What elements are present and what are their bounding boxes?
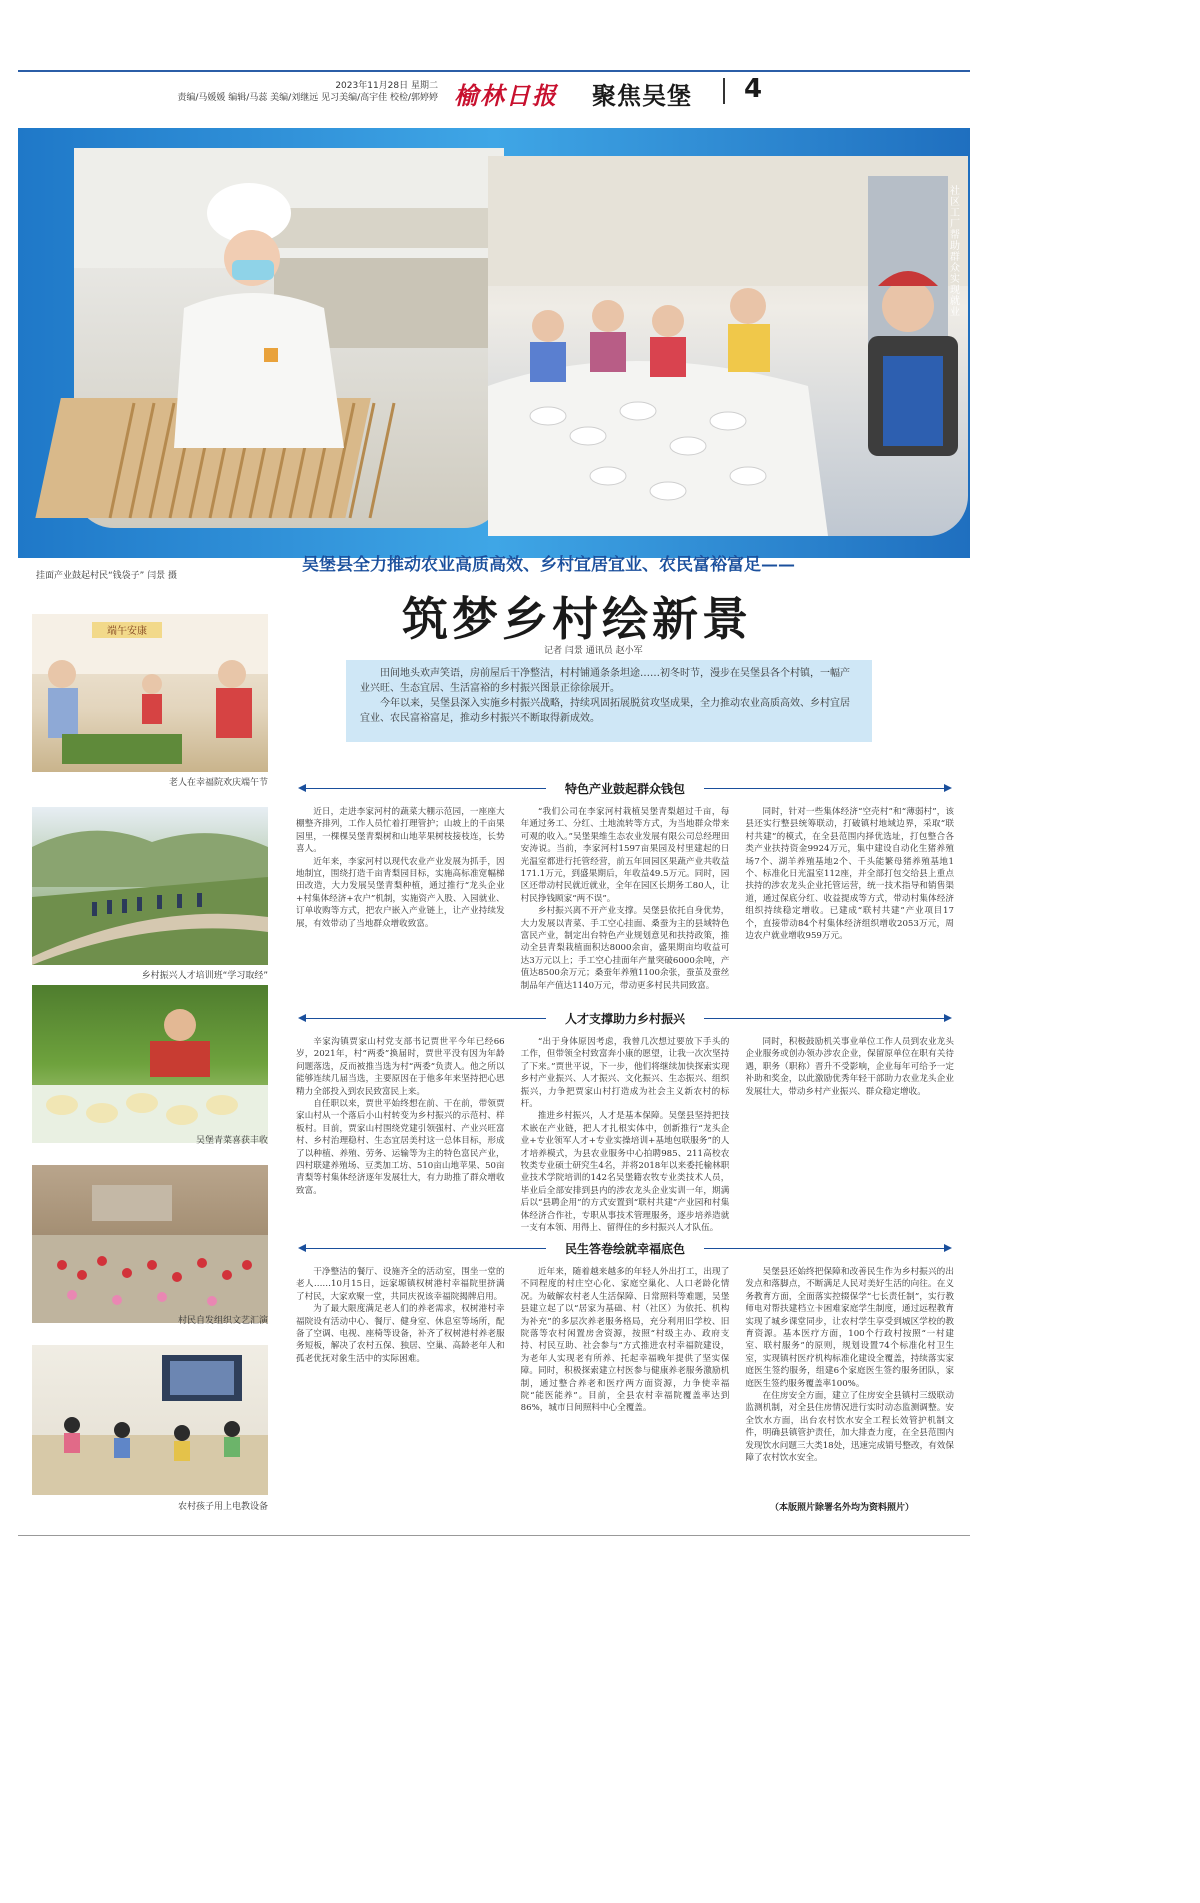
heading-rule	[704, 1248, 944, 1249]
photo-credit-note: （本版照片除署名外均为资料照片）	[770, 1503, 915, 1513]
side-photo-art-performance	[32, 1165, 268, 1323]
divider	[723, 78, 725, 104]
body-paragraph: 推进乡村振兴，人才是基本保障。吴堡县坚持把技术嵌在产业链，把人才扎根实体中，创新推行“龙头企业+专业领军人才+专业实操培训+基地包联服务”的人才培养模式，为县农业服务中心拍聘985、211高校农牧类专业硕士研究生4名，并将2018年以来委托榆林职业技术学院培训的142名吴堡籍农牧专业类技术人员，毕业后全部安排到县内的涉农龙头企业实训一年，期满后以“县聘企用”的方式安置到“联村共建”产业园和村集体经济合作社，专职从事技术管理服务，逐步培养造就一支有本领、用得上、留得住的乡村振兴人才队伍。	[520, 1111, 730, 1234]
noodle-worker-illustration	[74, 148, 504, 528]
headline-overline: 吴堡县全力推动农业高质高效、乡村宜居宜业、农民富裕富足——	[302, 555, 795, 575]
side-photo-classroom	[32, 1345, 268, 1495]
body-paragraph: 近年来，李家河村以现代农业产业发展为抓手，因地制宜，围绕打造千亩青梨园目标，实施高标准宽幅梯田改造，大力发展吴堡青梨种植，通过推行“龙头企业+村集体经济+农户”机制，实施资产入股、入园就业、订单收购等方式，把农户嵌入产业链上，让产业持续发展，有效带动了当地群众增收致富。	[296, 856, 505, 929]
page-number: 4	[744, 74, 763, 104]
issue-date: 2023年11月28日 星期二	[335, 81, 438, 91]
body-paragraph: “出于身体原因考虑，我曾几次想过要放下手头的工作，但带领全村致富奔小康的愿望，让我一次次坚持了下来。”贾世平说，下一步，他们将继续加快探索实现乡村产业振兴、人才振兴、文化振兴、生态振兴、组织振兴，力争把贾家山村打造成为社会主义新农村的标杆。	[520, 1037, 730, 1110]
section-body-talent	[296, 1036, 954, 1234]
banner-text: 端午安康	[107, 626, 147, 637]
lead-box	[346, 660, 872, 742]
section-heading-livelihood	[296, 1240, 954, 1256]
side-photo-caption: 老人在幸福院欢庆端午节	[168, 778, 268, 788]
text-column	[296, 806, 505, 992]
heading-rule	[704, 1018, 944, 1019]
body-paragraph: 吴堡县还始终把保障和改善民生作为乡村振兴的出发点和落脚点，不断满足人民对美好生活的向往。在义务教育方面，全面落实控辍保学“七长责任制”，实行教师电对帮扶建档立卡困难家庭学生制度，通过远程教育实现了城乡课堂同步，让农村学生享受到城区学校的教育资源。基本医疗方面，100个行政村按照“一村建室、联村服务”的原则，规划设置74个标准化村卫生室，实现镇村医疗机构标准化建设全覆盖，持续落实家庭医生签约服务，组建6个家庭医生签约服务团队，家庭医生签约服务覆盖率100%。	[745, 1267, 954, 1389]
workers-illustration	[488, 156, 968, 536]
section-heading-industry	[296, 780, 954, 796]
text-column	[745, 1266, 954, 1496]
body-paragraph: 近日，走进李家河村的蔬菜大棚示范园，一座座大棚整齐排列，工作人员忙着打理管护；山坡上的千亩果园里，一棵棵吴堡青梨树和山地苹果树枝接枝连，长势喜人。	[296, 807, 505, 855]
body-paragraph: “我们公司在李家河村栽植吴堡青梨超过千亩，每年通过务工、分红、土地流转等方式，为当地群众带来可观的收入。”吴堡果维生态农业发展有限公司总经理田安涛说。当前，李家河村1597亩果园及村里建起的日光温室都进行托管经营，前五年回园区果蔬产业共收益171.1万元，到盛果期后，年收益49.5万元。同时，园区还带动村民就近就业，全年在园区长期务工80人，让村民挣钱顾家“两不误”。	[520, 807, 730, 904]
byline: 记者 闫景 通讯员 赵小军	[544, 646, 643, 656]
side-photo-caption: 吴堡青菜喜获丰收	[195, 1136, 268, 1146]
hero-caption: 挂面产业鼓起村民“钱袋子” 闫景 摄	[36, 571, 178, 581]
body-paragraph: 乡村振兴离不开产业支撑。吴堡县依托自身优势，大力发展以青菜、手工空心挂面、桑蚕为主的县域特色富民产业，制定出台特色产业规划意见和扶持政策，推动全县青梨栽植面积达8000余亩，盛果期亩均收益可达3万元以上；手工空心挂面年产量突破6000余吨，产值达8500余万元；桑蚕年养殖1100余张，蚕茧及蚕丝制品年产值达1140万元，带动更多村民共同致富。	[520, 906, 730, 991]
text-column	[521, 1036, 730, 1235]
heading-rule	[704, 788, 944, 789]
section-body-industry	[296, 806, 954, 991]
body-paragraph: 在住房安全方面，建立了住房安全县镇村三级联动监测机制，对全县住房情况进行实时动态监测调整。安全饮水方面，出台农村饮水安全工程长效管护机制文件，明确县镇管护责任，加大排查力度，在全县范围内发现饮水问题三大类18处，迅速完成销号整改，有效保障了农村饮水安全。	[745, 1391, 954, 1464]
lead-paragraph: 今年以来，吴堡县深入实施乡村振兴战略，持续巩固拓展脱贫攻坚成果，全力推动农业高质高效、乡村宜居宜业、农民富裕富足，推动乡村振兴不断取得新成效。	[360, 698, 850, 724]
text-column	[745, 1036, 954, 1235]
heading-arrow	[944, 1244, 952, 1252]
body-paragraph: 同时，积极鼓励机关事业单位工作人员到农业龙头企业服务或创办领办涉农企业，保留原单位在职有关待遇，职务（职称）晋升不受影响，企业每年可给予一定补助和奖金，以此激励优秀年轻干部助力农业龙头企业发展壮大，带动乡村产业振兴、群众稳定增收。	[745, 1037, 954, 1097]
side-photo-caption: 村民自发组织文艺汇演	[177, 1316, 268, 1326]
body-paragraph: 近年来，随着越来越多的年轻人外出打工，出现了不同程度的村庄空心化、家庭空巢化、人口老龄化情况。为破解农村老人生活保障、日常照料等难题，吴堡县建立起了以“居家为基础、村（社区）为依托、机构为补充”的多层次养老服务格局，充分利用旧学校、旧院落等农村闲置房舍资源，按照“村级主办、政府支持、村民互助、社会参与”方式推进农村幸福院建设，为老年人实现老有所养、托起幸福晚年提供了坚实保障。同时，积极探索建立村医参与健康养老服务激励机制，通过整合养老和医疗两方面资源，力争使幸福院“能医能养”。目前，全县农村幸福院覆盖率达到86%，城市日间照料中心全覆盖。	[520, 1267, 730, 1414]
side-photo-vegetable-harvest	[32, 985, 268, 1143]
bottom-rule	[18, 1535, 970, 1536]
text-column	[521, 1266, 730, 1496]
text-column	[296, 1036, 505, 1235]
text-column	[745, 806, 954, 992]
newspaper-logo: 榆林日报	[454, 81, 558, 110]
editor-credits: 责编/马媛媛 编辑/马蕊 美编/刘继远 见习美编/高宇佳 校检/郭婷婷	[177, 93, 438, 103]
section-body-livelihood	[296, 1266, 954, 1496]
side-photo-elderly-dragon-boat	[32, 614, 268, 772]
side-photo-training-walk	[32, 807, 268, 965]
body-paragraph: 干净整洁的餐厅、设施齐全的活动室，围坐一堂的老人……10月15日，远家塬镇权树港村幸福院里挤满了村民，大家欢聚一堂，共同庆祝该幸福院揭牌启用。	[296, 1267, 505, 1302]
section-name: 聚焦吴堡	[592, 82, 692, 110]
section-heading-talent	[296, 1010, 954, 1026]
lead-paragraph: 田间地头欢声笑语，房前屋后干净整洁，村村铺通条条坦途……初冬时节，漫步在吴堡县各个村镇，一幅产业兴旺、生态宜居、生活富裕的乡村振兴图景正徐徐展开。	[360, 668, 850, 694]
headline-title: 筑梦乡村绘新景	[402, 592, 752, 646]
side-caption: 社区工厂帮助群众实现就业	[950, 186, 960, 318]
section-heading-text: 人才支撑助力乡村振兴	[564, 1012, 685, 1026]
masthead-credits	[138, 80, 438, 104]
body-paragraph: 为了最大限度满足老人们的养老需求，权树港村幸福院设有活动中心、餐厅、健身室、休息室等场所，配备了空调、电视、座椅等设备，补齐了权树港村养老服务短板，解决了农村五保、独居、空巢、高龄老年人和孤老优抚对象生活中的实际困难。	[296, 1304, 505, 1364]
hero-photo-noodle-factory	[74, 148, 504, 528]
heading-arrow	[944, 1014, 952, 1022]
masthead	[18, 72, 970, 110]
hero-banner	[18, 128, 970, 558]
body-paragraph: 自任职以来，贾世平始终想在前、干在前，带领贾家山村从一个落后小山村转变为乡村振兴的示范村、样板村。目前，贾家山村围绕党建引领强村、产业兴旺富村、乡村治理稳村、生态宜居美村这一总体目标，形成了以种植、养殖、劳务、运输等为主的特色富民产业，四村联建养殖场、豆类加工坊、510亩山地苹果、50亩青梨等村集体经济逐年发展壮大，有力助推了群众增收致富。	[296, 1099, 505, 1196]
heading-arrow	[944, 784, 952, 792]
text-column	[296, 1266, 505, 1496]
body-paragraph: 辛家沟镇贾家山村党支部书记贾世平今年已经66岁，2021年，村“两委”换届时，贾世平没有因为年龄问题落选，反而被推当选为村“两委”负责人。他之所以能够连续几届当选，主要原因在于他多年来坚持把心思精力全部投入到农民致富民上来。	[296, 1037, 505, 1097]
section-heading-text: 民生答卷绘就幸福底色	[564, 1242, 685, 1256]
side-photo-caption: 乡村振兴人才培训班“学习取经”	[141, 971, 268, 981]
side-photo-caption: 农村孩子用上电教设备	[177, 1502, 268, 1512]
section-heading-text: 特色产业鼓起群众钱包	[564, 782, 685, 796]
body-paragraph: 同时，针对一些集体经济“空壳村”和“薄弱村”，该县还实行整县统筹联动，打破镇村地域边界，采取“联村共建”的模式，在全县范围内择优选址，打包整合各类产业扶持资金9924万元，集中建设自动化生猪养殖场7个、湖羊养殖基地2个、千头能繁母猪养殖基地1个、标准化日光温室112座，并全部打包交给县上重点扶持的涉农龙头企业托管运营，统一技术指导和销售渠道，通过保底分红、收益提成等方式，带动村集体经济组织持续稳定增收。已建成“联村共建”产业项目17个，直接带动84个村集体经济组织增收2053万元，周边农户就业增收959万元。	[745, 807, 954, 942]
hero-photo-community-factory	[488, 156, 968, 536]
text-column	[521, 806, 730, 992]
